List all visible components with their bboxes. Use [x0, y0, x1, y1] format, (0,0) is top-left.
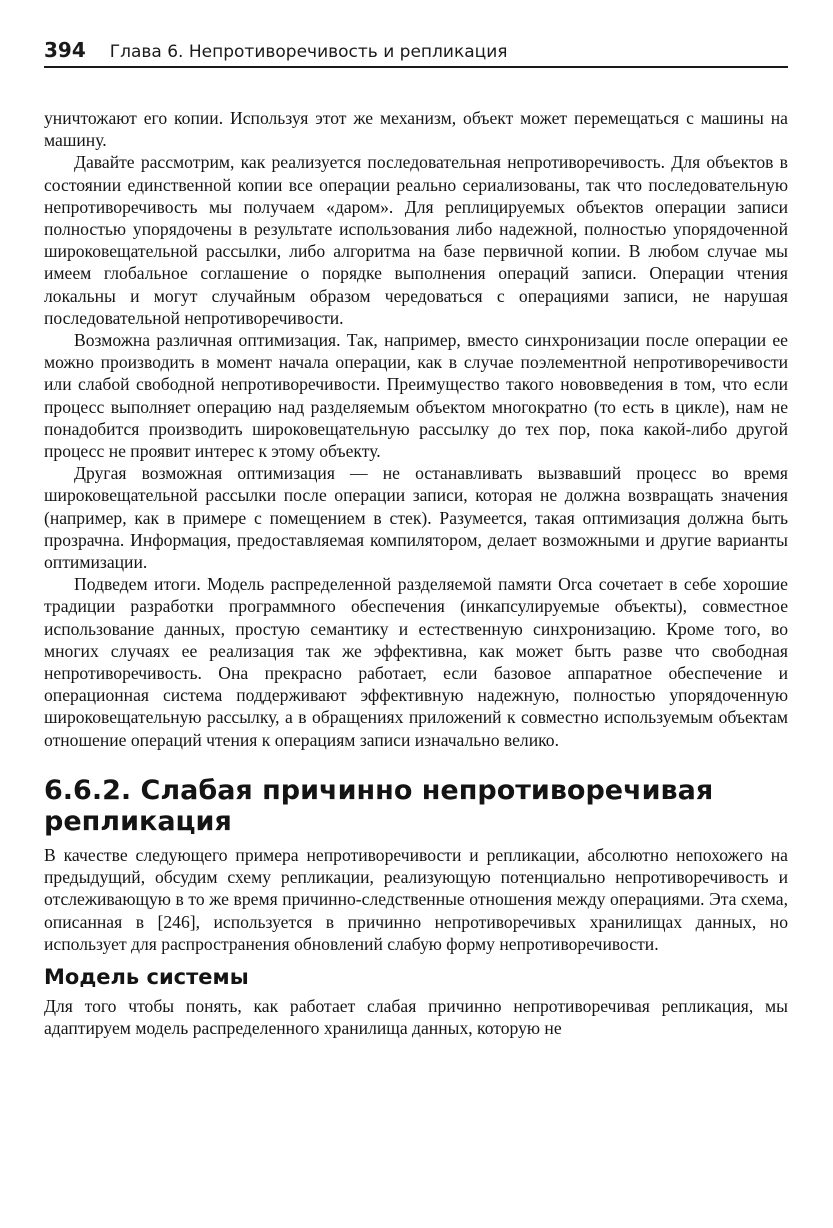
- paragraph-other-optimization: Другая возможная оптимизация — не останавливать вызвавший процесс во время широковещательной рассылки после операции записи, которая не должна возвращать значения (например, как в примере с помещением в стек). Разумеется, такая оптимизация должна быть прозрачна. Информация, предоставляемая компилятором, делает возможными и другие варианты оптимизации.: [44, 463, 788, 573]
- paragraph-sequential-consistency: Давайте рассмотрим, как реализуется последовательная непротиворечивость. Для объектов в состоянии единственной копии все операции реально сериализованы, так что последовательную непротиворечивость мы получаем «даром». Для реплицируемых объектов операции записи полностью упорядочены в результате использования либо надежной, полностью упорядоченной широковещательной рассылки, либо алгоритма на базе первичной копии. В любом случае мы имеем глобальное соглашение о порядке выполнения операций записи. Операции чтения локальны и могут случайным образом чередоваться с операциями записи, не нарушая последовательной непротиворечивости.: [44, 152, 788, 328]
- subsection-paragraph: Для того чтобы понять, как работает слабая причинно непротиворечивая репликация, мы адаптируем модель распределенного хранилища данных, которую не: [44, 995, 788, 1039]
- subsection-heading: Модель системы: [44, 964, 249, 989]
- section-intro-paragraph: В качестве следующего примера непротиворечивости и репликации, абсолютно непохожего на предыдущий, обсудим схему репликации, реализующую потенциально непротиворечивость и отслеживающую в то же время причинно-следственные отношения между операциями. Эта схема, описанная в [246], используется в причинно непротиворечивых хранилищах данных, но использует для распространения обновлений слабую форму непротиворечивости.: [44, 844, 788, 954]
- paragraph-summary: Подведем итоги. Модель распределенной разделяемой памяти Orca сочетает в себе хорошие традиции разработки программного обеспечения (инкапсулируемые объекты), совместное использование данных, простую семантику и естественную синхронизацию. Кроме того, во многих случаях ее реализация так же эффективна, как может быть разве что свободная непротиворечивость. Она прекрасно работает, если базовое аппаратное обеспечение и операционная система поддерживают эффективную надежную, полностью упорядоченную широковещательную рассылку, а в обращениях приложений к совместно используемым объектам отношение операций чтения к операциям записи изначально велико.: [44, 574, 788, 750]
- paragraph-continuation: уничтожают его копии. Используя этот же механизм, объект может перемещаться с машины на машину.: [44, 108, 788, 151]
- body-text: [44, 107, 788, 1039]
- running-head: [44, 38, 788, 68]
- page-number: 394: [44, 38, 86, 62]
- section-heading: 6.6.2. Слабая причинно непротиворечивая репликация: [44, 774, 714, 837]
- paragraph-optimization: Возможна различная оптимизация. Так, например, вместо синхронизации после операции ее можно производить в момент начала операции, как в случае поэлементной непротиворечивости или слабой свободной непротиворечивости. Преимущество такого нововведения в том, что если процесс выполняет операцию над разделяемым объектом многократно (то есть в цикле), нам не понадобится производить широковещательную рассылку до тех пор, пока какой-либо другой процесс не проявит интерес к этому объекту.: [44, 330, 788, 462]
- chapter-title: Глава 6. Непротиворечивость и репликация: [109, 42, 508, 62]
